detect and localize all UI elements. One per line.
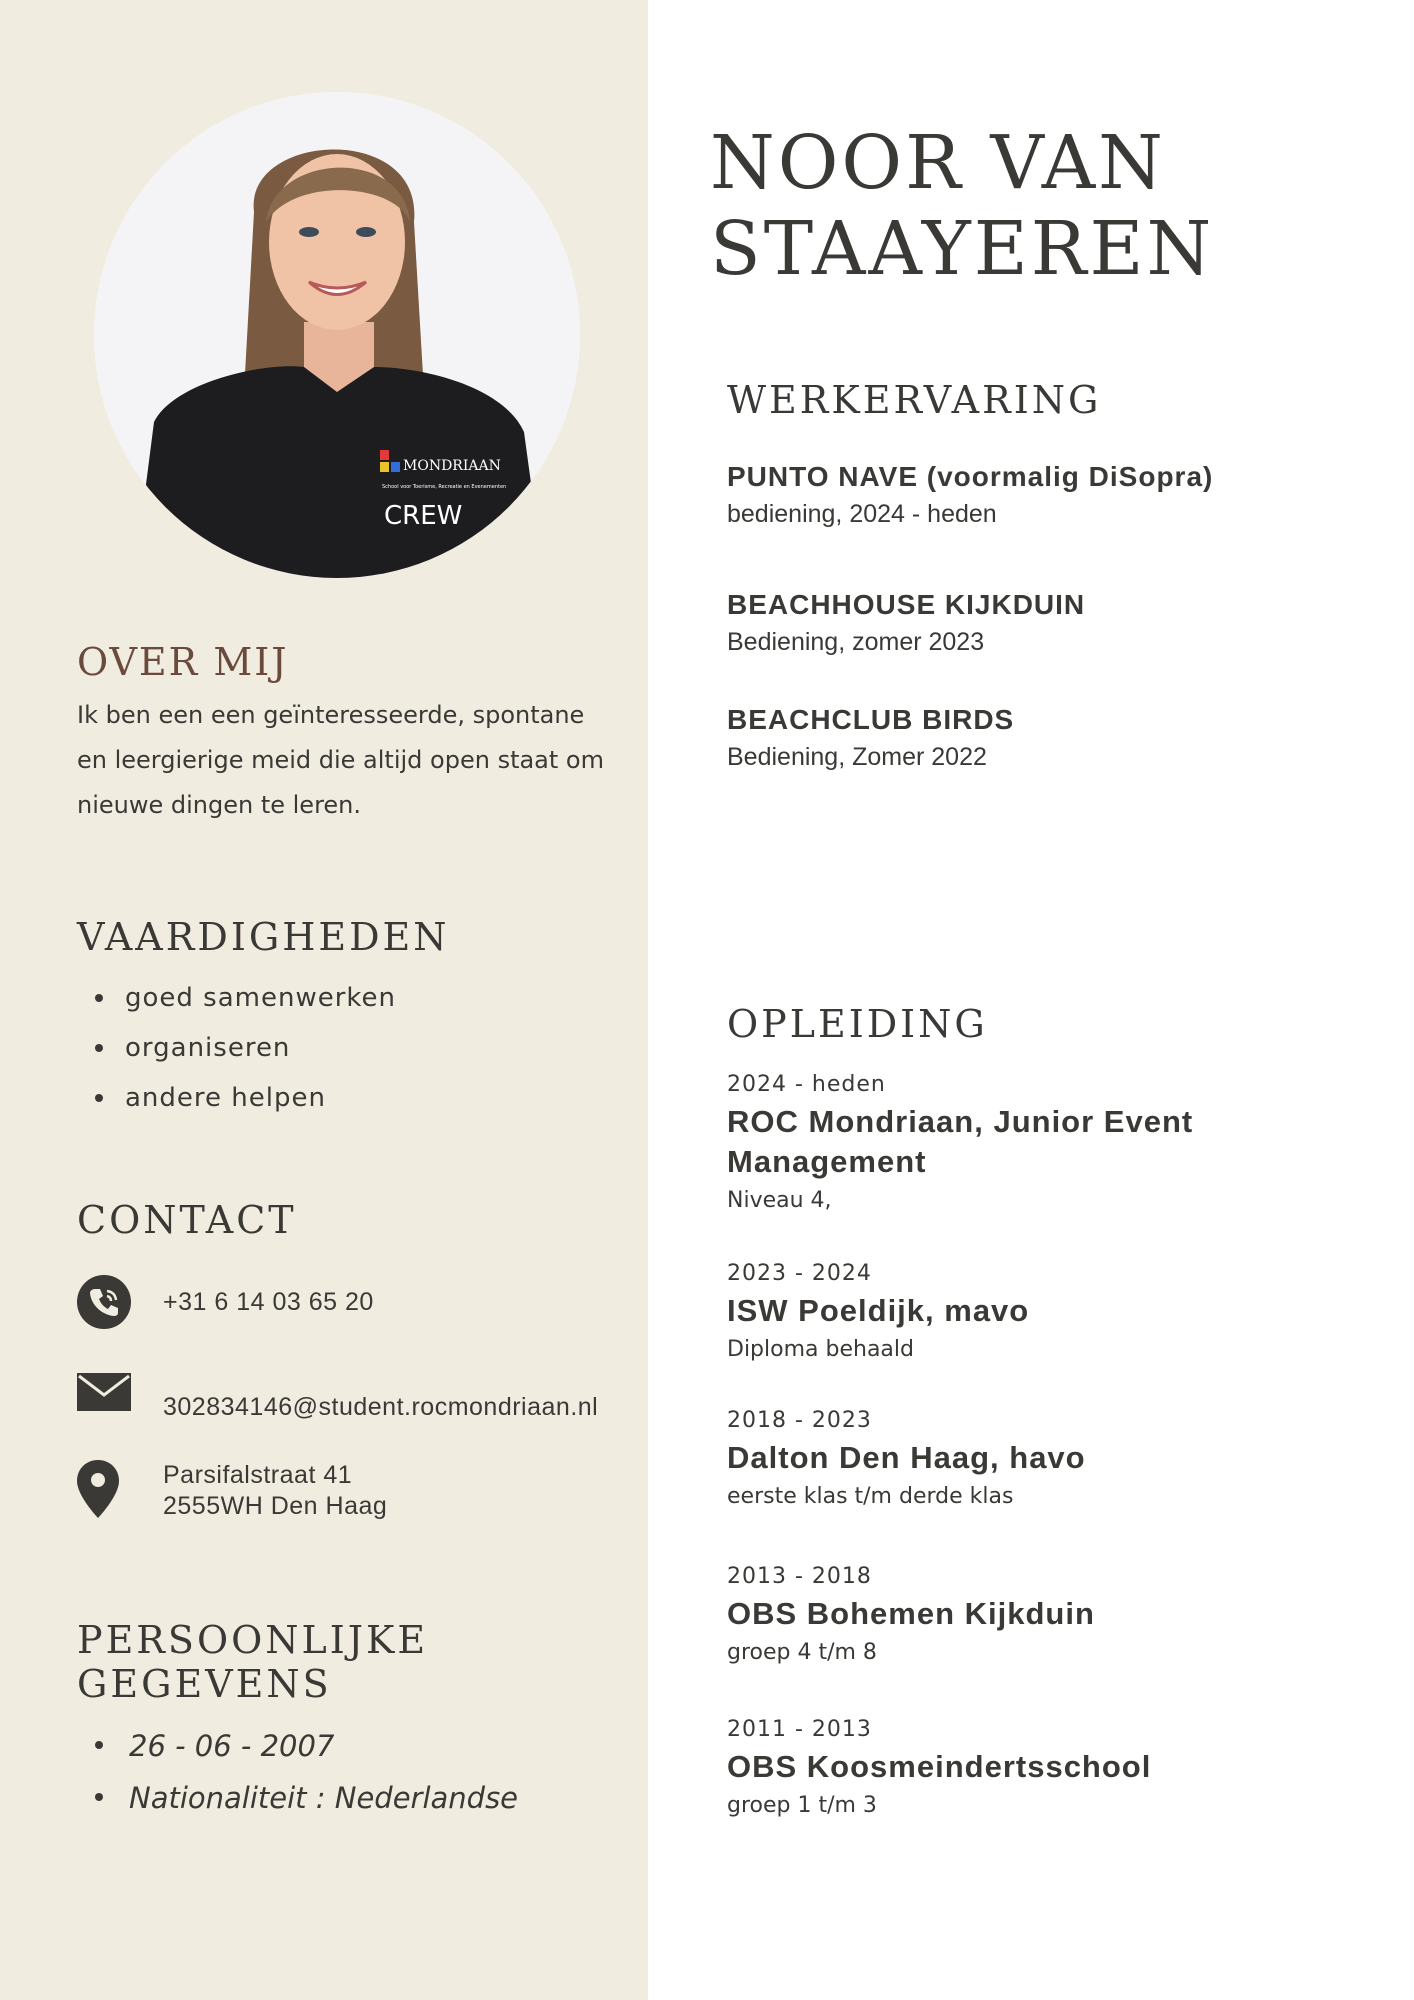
address bbox=[163, 1460, 387, 1522]
job-title: BEACHCLUB BIRDS bbox=[727, 704, 1015, 735]
about-text: Ik ben een een geïnteresseerde, spontane en leergierige meid die altijd open staat om nieuwe dingen te leren. bbox=[77, 701, 604, 819]
skill-item: andere helpen bbox=[77, 1073, 396, 1123]
skills-list bbox=[77, 973, 396, 1123]
education-entry bbox=[727, 1257, 1347, 1369]
job-title: BEACHHOUSE KIJKDUIN bbox=[727, 589, 1086, 620]
education-detail: eerste klas t/m derde klas bbox=[727, 1484, 1014, 1509]
education-entry bbox=[727, 1068, 1347, 1220]
profile-photo bbox=[94, 92, 580, 578]
education-years: 2018 - 2023 bbox=[727, 1408, 872, 1433]
contact-heading: CONTACT bbox=[77, 1198, 297, 1242]
education-school: ISW Poeldijk, mavo bbox=[727, 1293, 1030, 1328]
education-years: 2023 - 2024 bbox=[727, 1261, 872, 1286]
email-address[interactable]: 302834146@student.rocmondriaan.nl bbox=[163, 1393, 599, 1421]
phone-icon bbox=[77, 1275, 131, 1329]
about-heading: OVER MIJ bbox=[77, 640, 289, 684]
job-entry bbox=[727, 701, 1014, 775]
name-title bbox=[710, 120, 1214, 292]
mail-icon bbox=[77, 1373, 131, 1411]
education-entry bbox=[727, 1713, 1347, 1825]
job-detail: Bediening, zomer 2023 bbox=[727, 628, 985, 656]
education-school: Dalton Den Haag, havo bbox=[727, 1440, 1086, 1475]
education-school: OBS Bohemen Kijkduin bbox=[727, 1596, 1095, 1631]
job-title: PUNTO NAVE (voormalig DiSopra) bbox=[727, 461, 1214, 492]
address-city: 2555WH Den Haag bbox=[163, 1492, 388, 1520]
job-detail: Bediening, Zomer 2022 bbox=[727, 743, 987, 771]
location-pin-icon bbox=[77, 1460, 119, 1518]
personal-heading-line2: GEGEVENS bbox=[77, 1662, 332, 1706]
name-line2: STAAYEREN bbox=[710, 206, 1215, 292]
education-detail: Diploma behaald bbox=[727, 1337, 914, 1362]
skill-item: organiseren bbox=[77, 1023, 396, 1073]
job-detail: bediening, 2024 - heden bbox=[727, 500, 997, 528]
profile-photo-illustration bbox=[94, 92, 580, 578]
education-entry bbox=[727, 1404, 1347, 1516]
address-street: Parsifalstraat 41 bbox=[163, 1461, 353, 1489]
education-detail: Niveau 4, bbox=[727, 1188, 832, 1213]
education-years: 2013 - 2018 bbox=[727, 1564, 872, 1589]
birth-date: 26 - 06 - 2007 bbox=[77, 1720, 518, 1772]
sidebar bbox=[0, 0, 648, 2000]
name-line1: NOOR VAN bbox=[710, 120, 1166, 206]
education-heading: OPLEIDING bbox=[727, 1002, 988, 1046]
job-entry bbox=[727, 586, 1085, 660]
education-entry bbox=[727, 1560, 1347, 1672]
education-detail: groep 4 t/m 8 bbox=[727, 1640, 877, 1665]
work-heading: WERKERVARING bbox=[727, 378, 1102, 422]
nationality: Nationaliteit : Nederlandse bbox=[77, 1772, 518, 1824]
education-school: OBS Koosmeindertsschool bbox=[727, 1749, 1152, 1784]
skills-heading: VAARDIGHEDEN bbox=[77, 915, 450, 959]
skill-item: goed samenwerken bbox=[77, 973, 396, 1023]
personal-list bbox=[77, 1720, 518, 1824]
education-school: ROC Mondriaan, Junior Event Management bbox=[727, 1104, 1194, 1179]
education-years: 2011 - 2013 bbox=[727, 1717, 872, 1742]
education-years: 2024 - heden bbox=[727, 1072, 886, 1097]
shirt-crew-text: CREW bbox=[384, 501, 463, 531]
personal-heading bbox=[77, 1618, 428, 1706]
shirt-tagline-text: School voor Toerisme, Recreatie en Evenementen bbox=[382, 484, 507, 490]
job-entry bbox=[727, 458, 1213, 532]
education-detail: groep 1 t/m 3 bbox=[727, 1793, 877, 1818]
shirt-brand-text: MONDRIAAN bbox=[403, 458, 501, 474]
personal-heading-line1: PERSOONLIJKE bbox=[77, 1618, 429, 1662]
phone-number[interactable]: +31 6 14 03 65 20 bbox=[163, 1288, 374, 1316]
